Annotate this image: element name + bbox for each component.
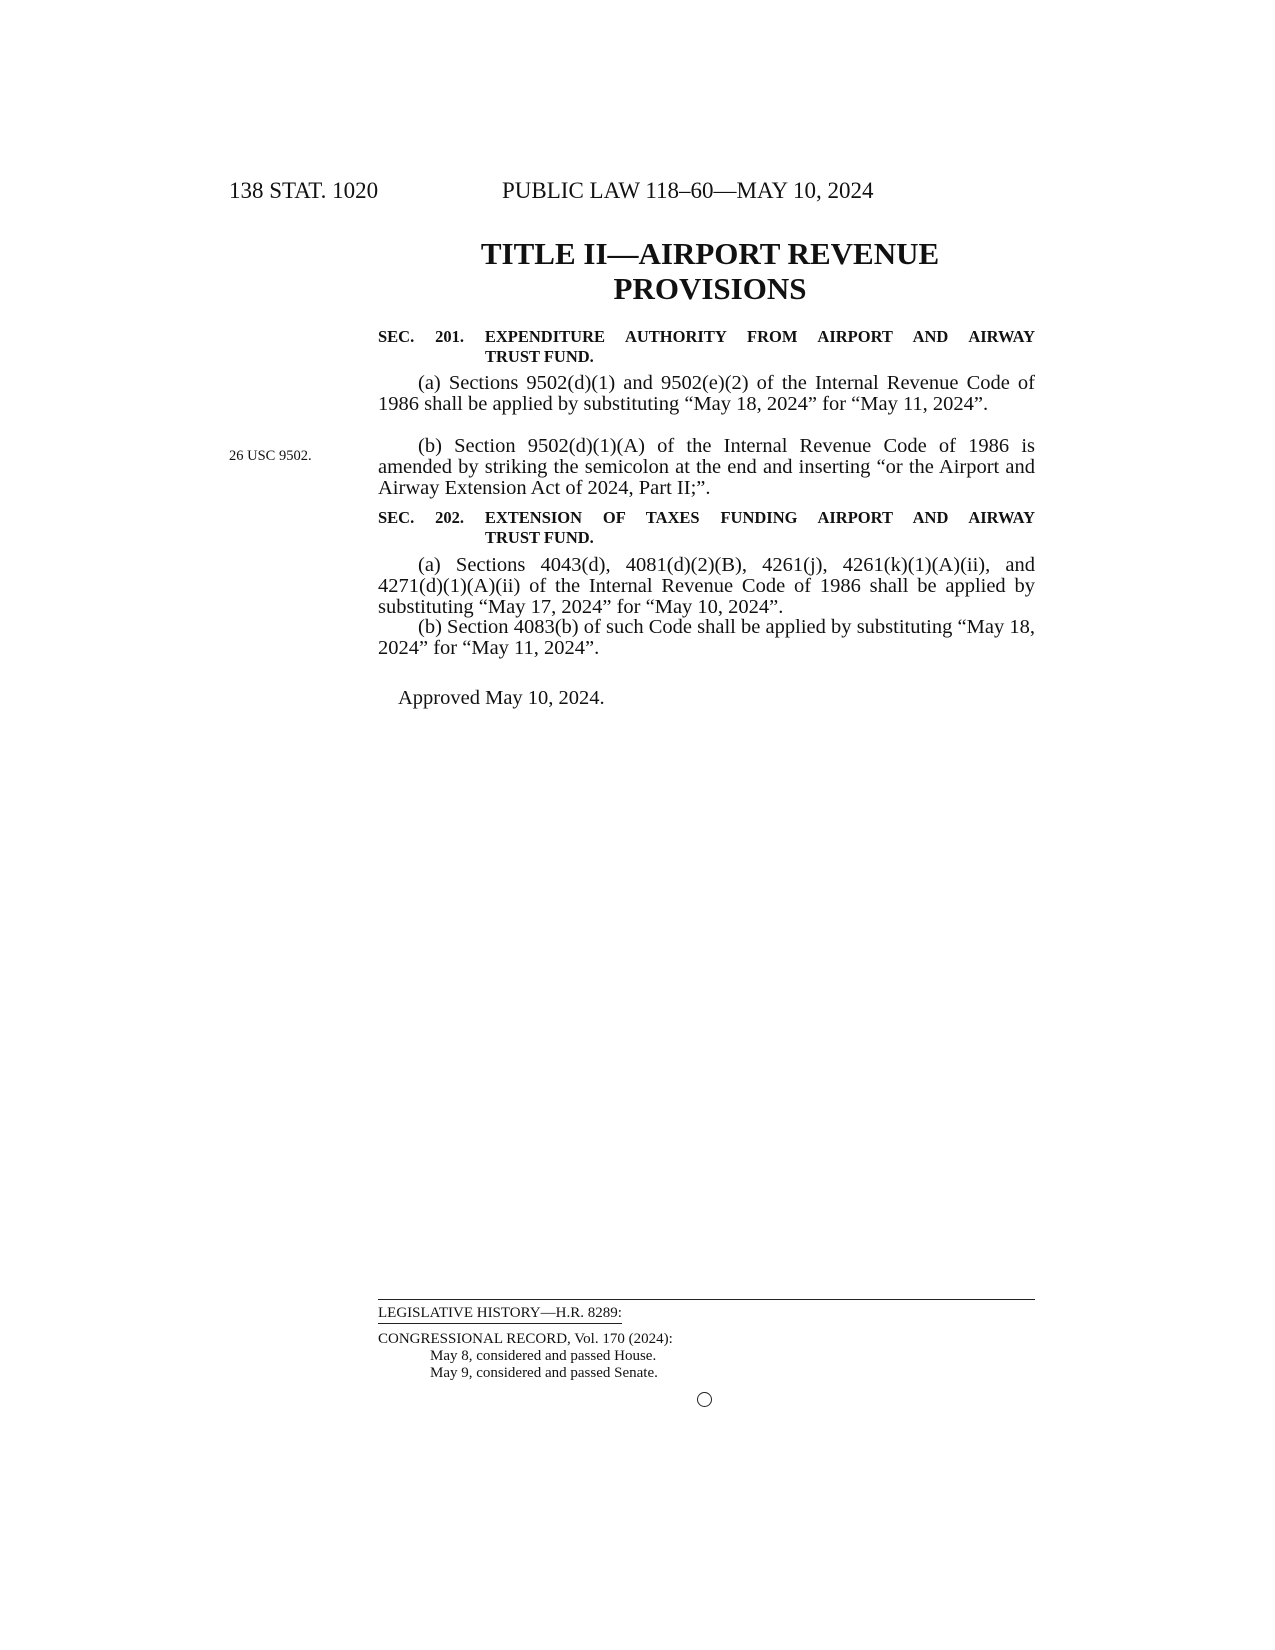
sec-201-heading-cont: TRUST FUND.: [485, 347, 594, 366]
approval-date: Approved May 10, 2024.: [398, 687, 605, 709]
sec-201-heading: SEC. 201. EXPENDITURE AUTHORITY FROM AIRPORT AND AIRWAY: [378, 327, 1035, 346]
footer-divider: [378, 1299, 1035, 1300]
usc-margin-note: 26 USC 9502.: [229, 448, 312, 464]
stat-page-number: 138 STAT. 1020: [229, 178, 379, 203]
sec-202-heading: SEC. 202. EXTENSION OF TAXES FUNDING AIRPORT AND AIRWAY: [378, 508, 1035, 527]
sec-202-para-a: (a) Sections 4043(d), 4081(d)(2)(B), 4261(j), 4261(k)(1)(A)(ii), and 4271(d)(1)(A)(ii) of the Internal Revenue Code of 1986 shall be applied by substituting “May 17, 2024” for “May 10, 2024”.: [378, 554, 1035, 618]
history-entry-senate: May 9, considered and passed Senate.: [430, 1365, 658, 1381]
sec-201-para-b: (b) Section 9502(d)(1)(A) of the Internal Revenue Code of 1986 is amended by striking the semicolon at the end and inserting “or the Airport and Airway Extension Act of 2024, Part II;”.: [378, 435, 1035, 499]
history-entry-house: May 8, considered and passed House.: [430, 1348, 657, 1364]
sec-201-para-a: (a) Sections 9502(d)(1) and 9502(e)(2) of the Internal Revenue Code of 1986 shall be applied by substituting “May 18, 2024” for “May 11, 2024”.: [378, 372, 1035, 415]
sec-202-para-b: (b) Section 4083(b) of such Code shall be applied by substituting “May 18, 2024” for “May 11, 2024”.: [378, 616, 1035, 659]
title-heading: [380, 236, 1040, 306]
sec-202-heading-cont: TRUST FUND.: [485, 528, 594, 547]
public-law-header: PUBLIC LAW 118–60—MAY 10, 2024: [502, 178, 874, 203]
congressional-record-line: CONGRESSIONAL RECORD, Vol. 170 (2024):: [378, 1331, 673, 1347]
title-line-2: PROVISIONS: [613, 271, 807, 306]
circle-icon: [697, 1392, 712, 1407]
legislative-history-title: LEGISLATIVE HISTORY—H.R. 8289:: [378, 1305, 622, 1324]
title-line-1: TITLE II—AIRPORT REVENUE: [480, 236, 940, 271]
